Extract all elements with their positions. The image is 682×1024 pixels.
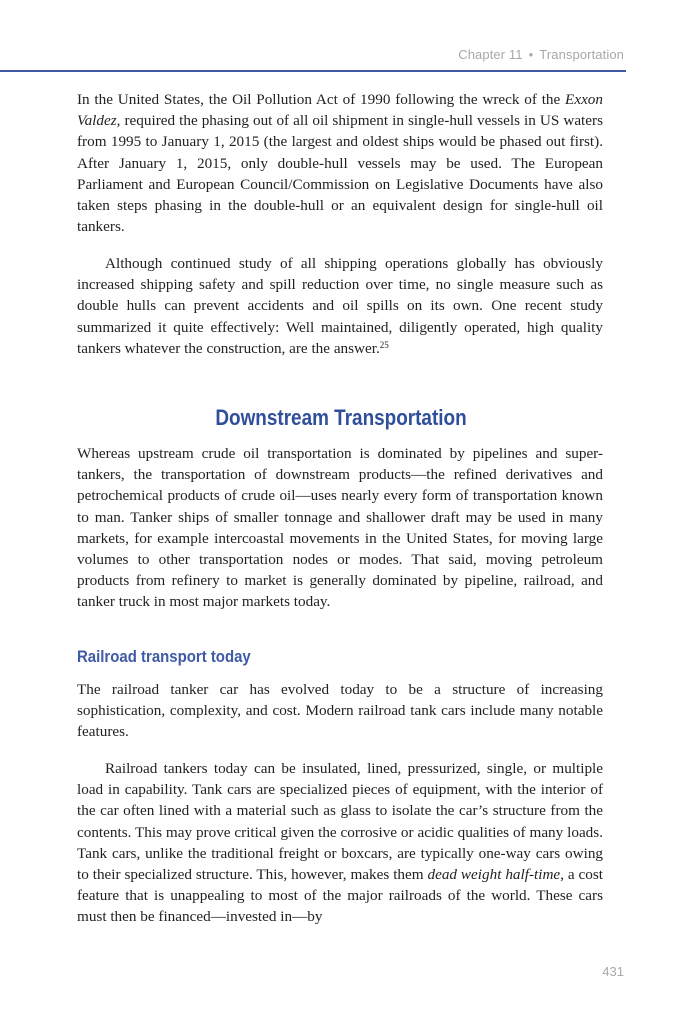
section-label: Transportation [539,47,624,62]
paragraph-text: The railroad tanker car has evolved today to be a structure of increasing sophistication, complexity, and cost. Modern railroad tank cars include many notable features. [77,681,603,741]
paragraph-railroad-intro [77,679,603,743]
bullet-separator: • [528,47,534,62]
paragraph-railroad-tankers [77,758,603,928]
running-head [458,47,624,62]
page-number: 431 [602,964,624,979]
paragraph-text: In the United States, the Oil Pollution Act of 1990 following the wreck of the [77,91,566,108]
paragraph-downstream [77,443,603,613]
paragraph-text: Whereas upstream crude oil transportation is dominated by pipelines and super-tankers, the transportation of downstream products—the refined derivatives and petrochemical products of crude oil—uses nearly every form of transportation known to man. Tanker ships of smaller tonnage and shallower draft may be used in many markets, for example intercoastal movements in the United States, for moving large volumes to other transportation nodes or modes. That said, moving petroleum products from refinery to market is generally dominated by pipeline, railroad, and tanker truck in most major markets today. [77,445,603,611]
section-heading: Downstream Transportation [215,405,467,430]
italic-term: dead weight half-time [427,866,561,884]
paragraph-text: , a cost feature that is unappealing to most of the major railroads of the world. These cars must then be financed—invested in—by [77,866,603,926]
header-rule [0,70,626,72]
paragraph-shipping-safety [77,253,603,359]
paragraph-oil-pollution-act [77,89,603,237]
footnote-marker: 25 [379,339,389,350]
paragraph-text: Although continued study of all shipping operations globally has obviously increased shipping safety and spill reduction over time, no single measure such as double hulls can prevent accidents and oil spills on its own. One recent study summarized it quite effectively: Well maintained, diligently operated, high quality tankers whatever the construction, are the answer. [77,255,603,357]
subsection-heading: Railroad transport today [77,647,251,666]
paragraph-text: Railroad tankers today can be insulated, lined, pressurized, single, or multiple load in capability. Tank cars are specialized pieces of equipment, with the interior of the car often lined with a material such as glass to isolate the car’s structure from the contents. This may prove critical given the corrosive or acidic qualities of many loads. Tank cars, unlike the traditional freight or boxcars, are typically one-way cars owing to their specialized structure. This, however, makes them [77,760,603,884]
italic-ship-name: Exxon Valdez [77,91,603,130]
paragraph-text: , required the phasing out of all oil shipment in single-hull vessels in US waters from 1995 to January 1, 2015 (the largest and oldest ships would be phased out first). After January 1, 2015, only double-hull vessels may be used. The European Parliament and European Council/Commission on Legislative Documents have also taken steps phasing in the double-hull or an equivalent design for single-hull oil tankers. [77,112,603,236]
chapter-label: Chapter 11 [458,47,523,62]
